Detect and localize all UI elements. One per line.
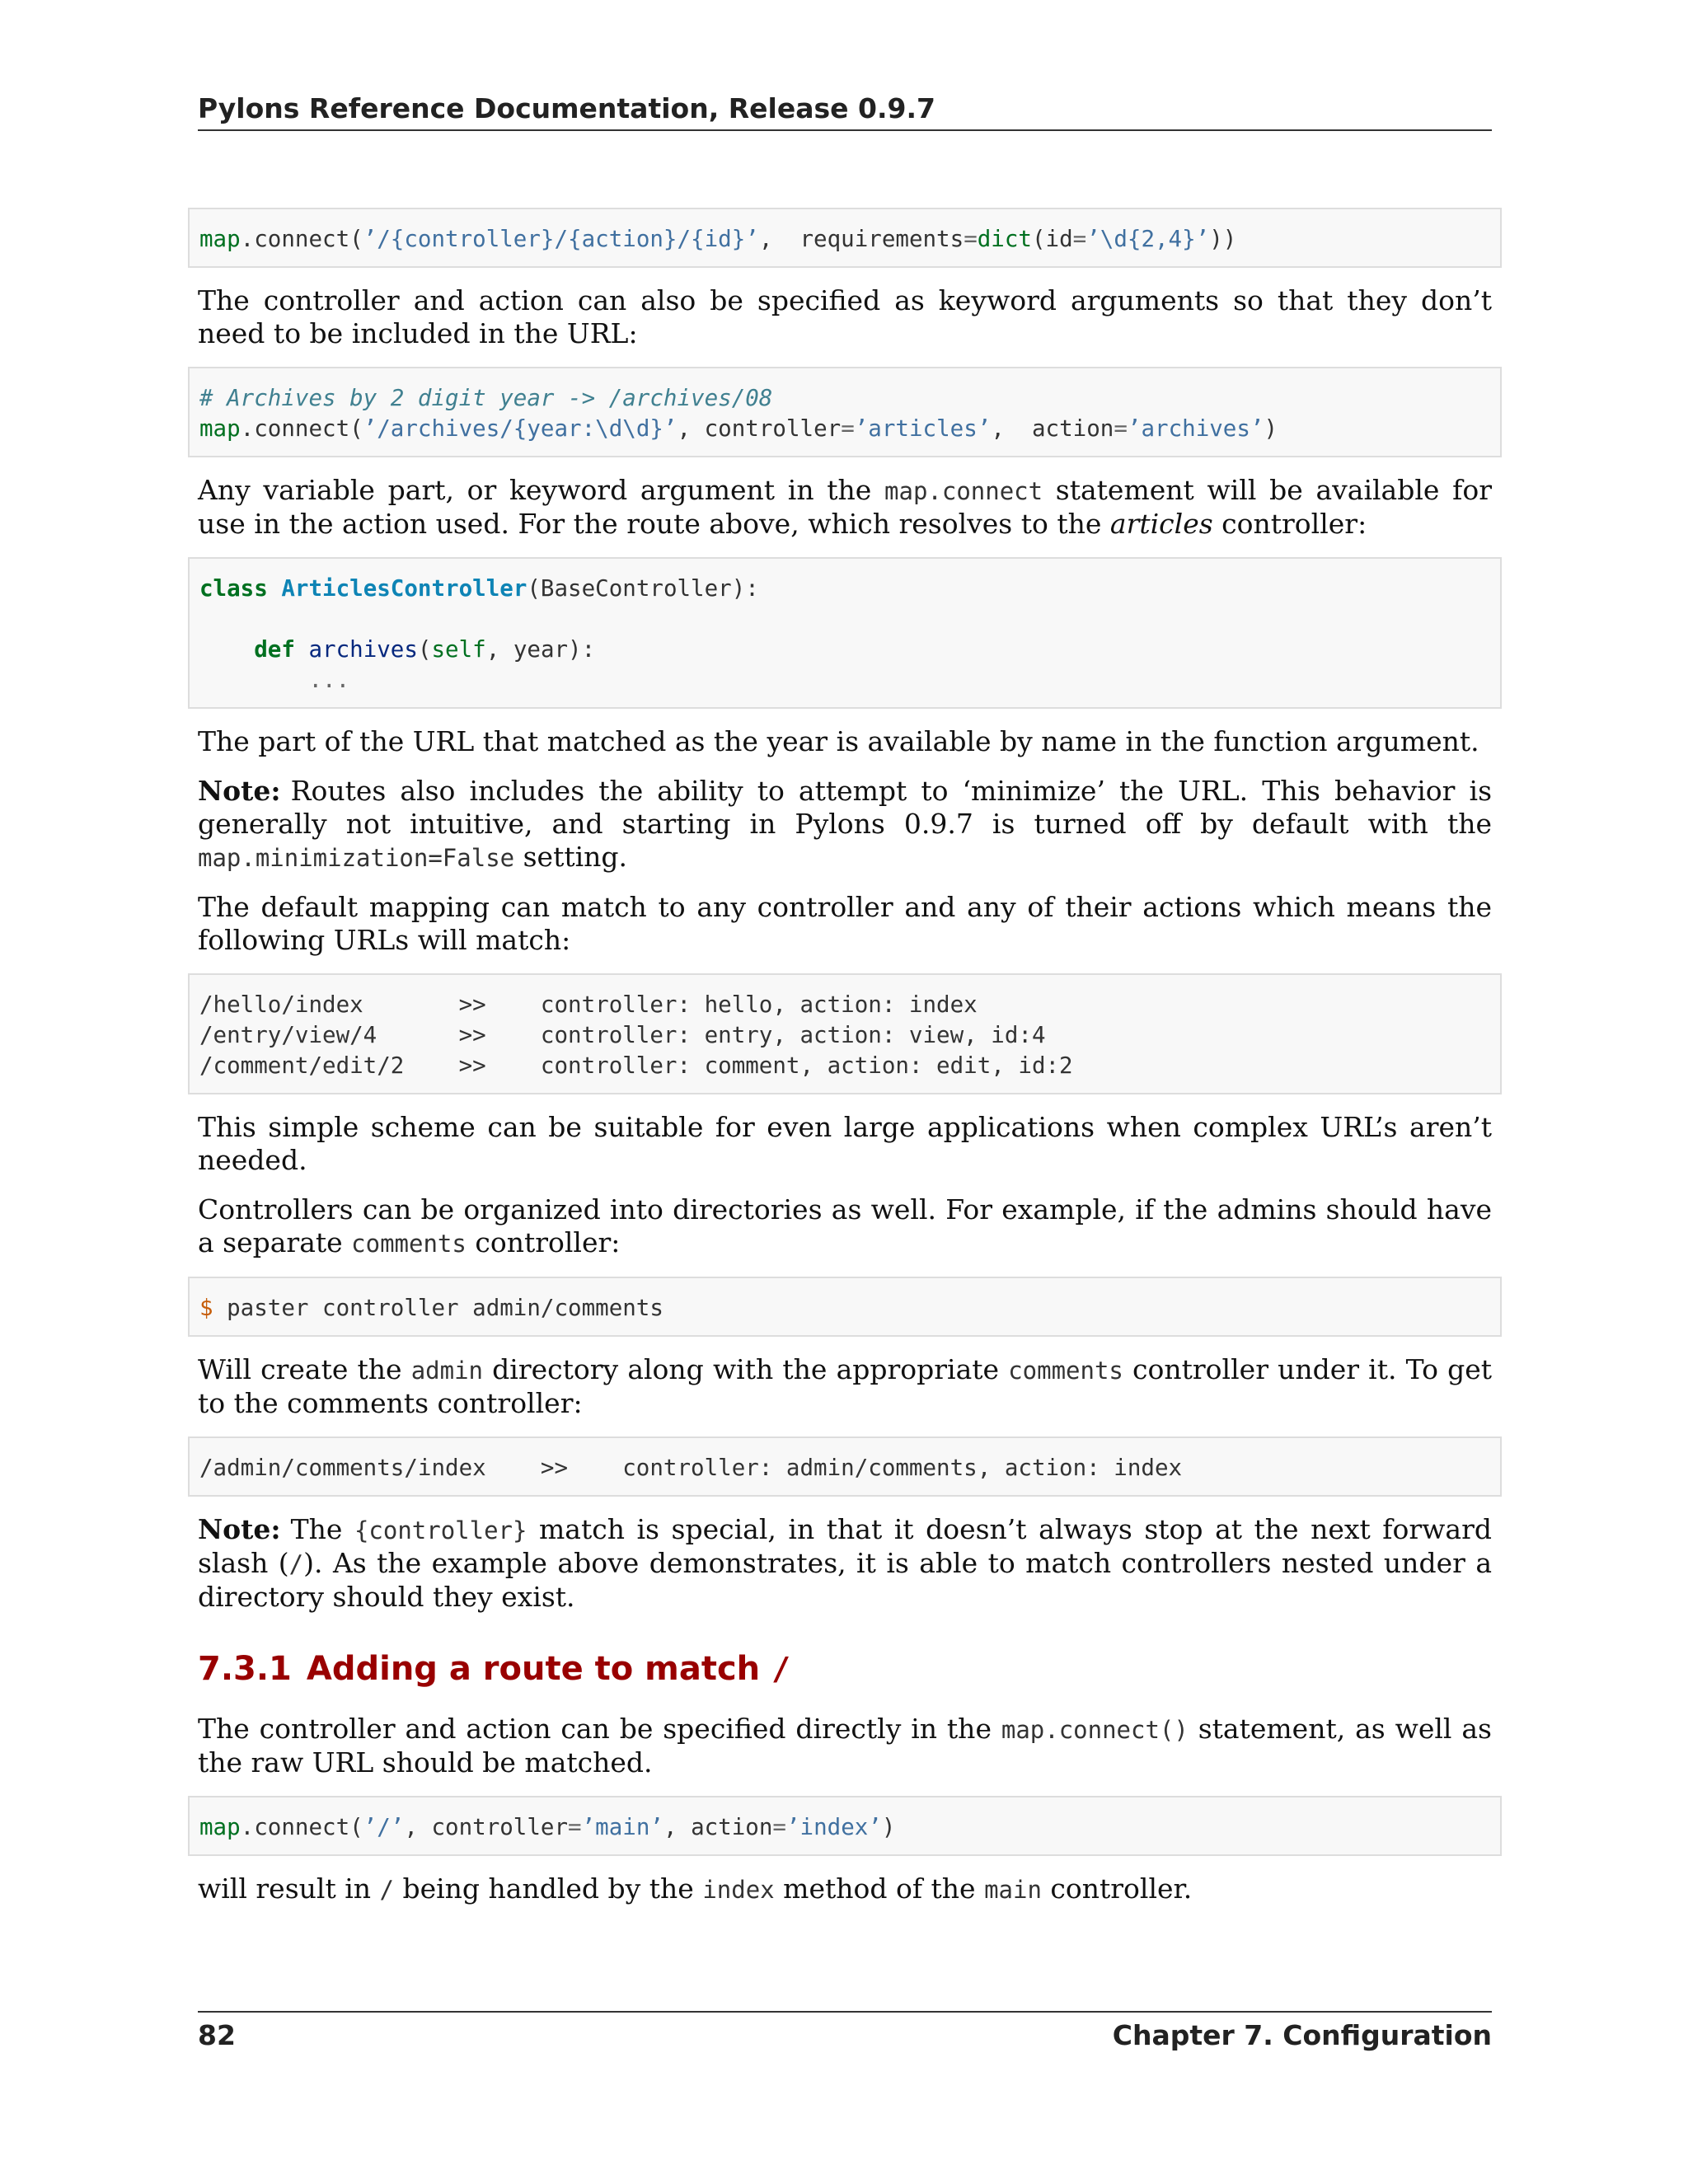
code-token: = xyxy=(841,415,855,442)
code-token: , requirements xyxy=(758,226,964,252)
code-token: , action xyxy=(663,1814,773,1840)
code-comment: # Archives by 2 digit year -> /archives/08 xyxy=(199,385,773,411)
note-label: Note: xyxy=(198,1513,281,1545)
running-header: Pylons Reference Documentation, Release 0.9.7 xyxy=(198,92,1492,131)
code-line: /hello/index >> controller: hello, action: index xyxy=(199,991,978,1018)
code-block-requirements xyxy=(188,208,1502,268)
code-token: ’/archives/{year:\d\d}’ xyxy=(363,415,678,442)
note xyxy=(198,775,1492,874)
code-token: , controller xyxy=(677,415,842,442)
code-keyword: def xyxy=(254,636,295,663)
inline-code: admin xyxy=(410,1357,484,1385)
code-block-root-route xyxy=(188,1796,1502,1856)
code-token: = xyxy=(772,1814,786,1840)
code-token: , year): xyxy=(485,636,596,663)
text: Routes also includes the ability to attempt to ‘minimize’ the URL. This behavior is generally not intuitive, and starting in Pylons 0.9.7 is turned off by default with the xyxy=(198,775,1492,840)
paragraph xyxy=(198,474,1492,541)
section-title: Adding a route to match xyxy=(306,1650,772,1688)
code-token: ’articles’ xyxy=(854,415,992,442)
code-class-name: ArticlesController xyxy=(281,575,528,602)
code-token: map xyxy=(199,226,241,252)
code-line: /entry/view/4 >> controller: entry, action: view, id:4 xyxy=(199,1022,1046,1048)
code-line: /comment/edit/2 >> controller: comment, action: edit, id:2 xyxy=(199,1052,1073,1079)
text: being handled by the xyxy=(393,1872,703,1905)
code-token: ’main’ xyxy=(581,1814,663,1840)
inline-code: map.connect xyxy=(884,477,1043,505)
code-token: ) xyxy=(1264,415,1278,442)
code-keyword: class xyxy=(199,575,268,602)
code-block-shell xyxy=(188,1277,1502,1337)
text: method of the xyxy=(774,1872,985,1905)
inline-code: / xyxy=(379,1876,394,1904)
inline-code: {controller} xyxy=(354,1516,528,1544)
section-number: 7.3.1 xyxy=(198,1650,292,1688)
code-token: ’/’ xyxy=(363,1814,405,1840)
code-token: (id xyxy=(1031,226,1073,252)
code-token: ’\d{2,4}’ xyxy=(1086,226,1210,252)
text: The controller and action can be specified directly in the xyxy=(198,1713,1001,1745)
code-block-url-mapping xyxy=(188,973,1502,1094)
text: match is special, in that it doesn’t always stop at the next forward slash ( xyxy=(198,1513,1492,1579)
code-block-admin-mapping xyxy=(188,1436,1502,1497)
code-block-class xyxy=(188,557,1502,709)
text: controller: xyxy=(1212,508,1367,540)
text: statement will be available for use in the action used. For the route above, which resolves to the xyxy=(198,474,1492,540)
text: directory along with the appropriate xyxy=(483,1353,1009,1385)
text: will result in xyxy=(198,1872,380,1905)
code-token: .connect( xyxy=(240,226,363,252)
code-token: = xyxy=(1072,226,1087,252)
text: The xyxy=(290,1513,354,1545)
code-function-name: archives xyxy=(308,636,418,663)
paragraph: The part of the URL that matched as the year is available by name in the function argument. xyxy=(198,725,1479,757)
note xyxy=(198,1513,1492,1614)
code-token: .connect( xyxy=(240,1814,363,1840)
text: setting. xyxy=(514,841,628,873)
code-token: , action xyxy=(991,415,1114,442)
paragraph xyxy=(198,1193,1492,1260)
chapter-title: Chapter 7. Configuration xyxy=(1112,2019,1492,2051)
paragraph xyxy=(198,1713,1492,1779)
text: controller under it. To get to the comments controller: xyxy=(198,1353,1492,1419)
inline-code: comments xyxy=(351,1230,467,1258)
paragraph xyxy=(198,1872,1492,1906)
note-label: Note: xyxy=(198,775,281,807)
paragraph: The controller and action can also be specified as keyword arguments so that they don’t need to be included in the URL: xyxy=(198,284,1492,349)
text: ). As the example above demonstrates, it is able to match controllers nested under a directory should they exist. xyxy=(198,1547,1492,1613)
section-title-code: / xyxy=(771,1651,790,1687)
inline-code: map.connect() xyxy=(1001,1716,1189,1744)
code-token: = xyxy=(568,1814,582,1840)
code-token: ... xyxy=(308,667,350,693)
shell-prompt: $ xyxy=(199,1295,213,1321)
text: statement, as well as the raw URL should be matched. xyxy=(198,1713,1492,1779)
code-token: map xyxy=(199,1814,241,1840)
code-token: ( xyxy=(417,636,432,663)
inline-code: main xyxy=(984,1876,1042,1904)
code-token: (BaseController): xyxy=(527,575,759,602)
paragraph: The default mapping can match to any controller and any of their actions which means the following URLs will match: xyxy=(198,891,1492,956)
code-token: , controller xyxy=(404,1814,569,1840)
paragraph: This simple scheme can be suitable for even large applications when complex URL’s aren’t needed. xyxy=(198,1111,1492,1176)
page-content xyxy=(198,208,1492,1923)
code-token: ’archives’ xyxy=(1127,415,1264,442)
code-block-archives xyxy=(188,367,1502,457)
page-number: 82 xyxy=(198,2019,236,2051)
shell-command: paster controller admin/comments xyxy=(213,1295,663,1321)
code-token: dict xyxy=(977,226,1032,252)
code-token: ’/{controller}/{action}/{id}’ xyxy=(363,226,759,252)
paragraph xyxy=(198,1353,1492,1420)
section-heading xyxy=(198,1648,1492,1690)
text: controller. xyxy=(1041,1872,1193,1905)
code-token: ’index’ xyxy=(785,1814,882,1840)
code-token: ) xyxy=(881,1814,896,1840)
code-token: )) xyxy=(1209,226,1237,252)
inline-code: comments xyxy=(1008,1357,1123,1385)
code-token: map xyxy=(199,415,241,442)
code-line: /admin/comments/index >> controller: admin/comments, action: index xyxy=(199,1455,1183,1481)
code-token: = xyxy=(1114,415,1128,442)
code-token: .connect( xyxy=(240,415,363,442)
page-footer xyxy=(198,2011,1492,2051)
code-token: self xyxy=(431,636,486,663)
text: Any variable part, or keyword argument in the xyxy=(198,474,885,506)
inline-code: map.minimization=False xyxy=(198,844,515,872)
text: controller: xyxy=(466,1226,621,1258)
inline-code: index xyxy=(702,1876,775,1904)
text: Controllers can be organized into directories as well. For example, if the admins should have a separate xyxy=(198,1193,1492,1258)
code-token: = xyxy=(964,226,978,252)
inline-code: / xyxy=(288,1550,304,1578)
text: Will create the xyxy=(198,1353,411,1385)
emphasis: articles xyxy=(1109,508,1213,540)
